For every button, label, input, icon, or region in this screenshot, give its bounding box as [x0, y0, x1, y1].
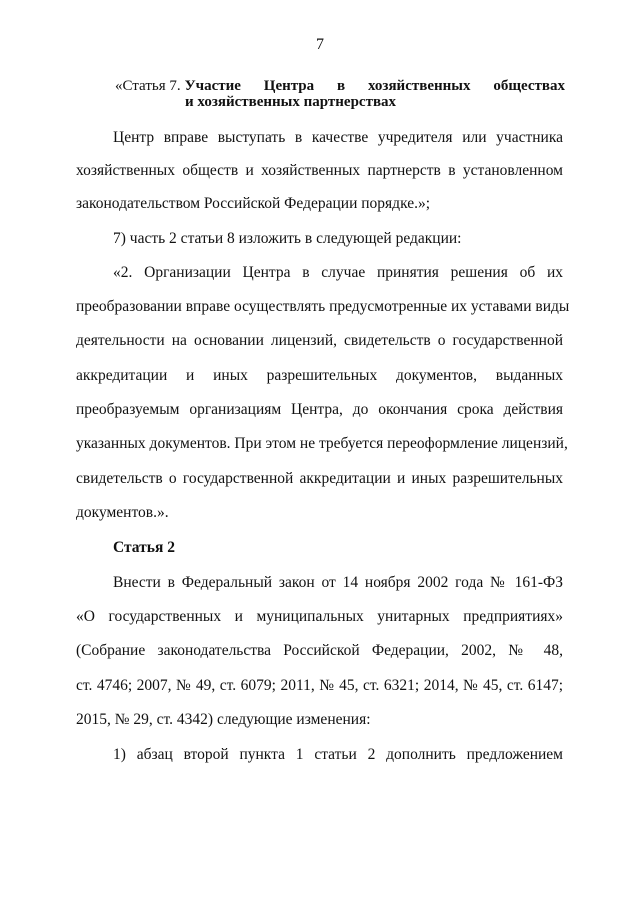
- text-line: Внести в Федеральный закон от 14 ноября 2002 года № 161-ФЗ: [113, 574, 563, 591]
- article-heading-line-2: и хозяйственных партнерствах: [185, 94, 397, 110]
- article-title-word: обществах: [493, 78, 565, 94]
- text-line: свидетельств о государственной аккредитации и иных разрешительных: [76, 470, 563, 487]
- text-line: хозяйственных обществ и хозяйственных партнерств в установленном: [76, 162, 563, 179]
- text-line: 1) абзац второй пункта 1 статьи 2 дополнить предложением: [113, 746, 563, 763]
- article-heading-line-1: [115, 78, 565, 94]
- text-line: 7) часть 2 статьи 8 изложить в следующей редакции:: [113, 230, 462, 247]
- text-line: Центр вправе выступать в качестве учредителя или участника: [113, 129, 563, 146]
- section-heading: Статья 2: [113, 539, 175, 556]
- text-line: «2. Организации Центра в случае принятия решения об их: [113, 264, 563, 281]
- text-line: преобразуемым организациям Центра, до окончания срока действия: [76, 401, 563, 418]
- article-title-words: [185, 78, 565, 94]
- text-line: преобразовании вправе осуществлять предусмотренные их уставами виды: [76, 298, 570, 315]
- article-title-word: Центра: [263, 78, 315, 94]
- text-line: законодательством Российской Федерации порядке.»;: [76, 195, 431, 212]
- text-line: аккредитации и иных разрешительных документов, выданных: [76, 367, 563, 384]
- page-number: 7: [316, 36, 324, 53]
- text-line: ст. 4746; 2007, № 49, ст. 6079; 2011, № 45, ст. 6321; 2014, № 45, ст. 6147;: [76, 677, 563, 694]
- article-number: «Статья 7.: [115, 78, 181, 94]
- article-title-word: хозяйственных: [367, 78, 471, 94]
- text-line: «О государственных и муниципальных унитарных предприятиях»: [76, 608, 563, 625]
- article-heading: [115, 78, 565, 110]
- article-title-word: в: [337, 78, 346, 94]
- text-line: деятельности на основании лицензий, свидетельств о государственной: [76, 332, 563, 349]
- text-line: документов.».: [76, 504, 169, 521]
- article-title-word: Участие: [184, 78, 241, 94]
- text-line: указанных документов. При этом не требуется переоформление лицензий,: [76, 435, 568, 452]
- text-line: (Собрание законодательства Российской Федерации, 2002, № 48,: [76, 642, 563, 659]
- text-line: 2015, № 29, ст. 4342) следующие изменения:: [76, 711, 371, 728]
